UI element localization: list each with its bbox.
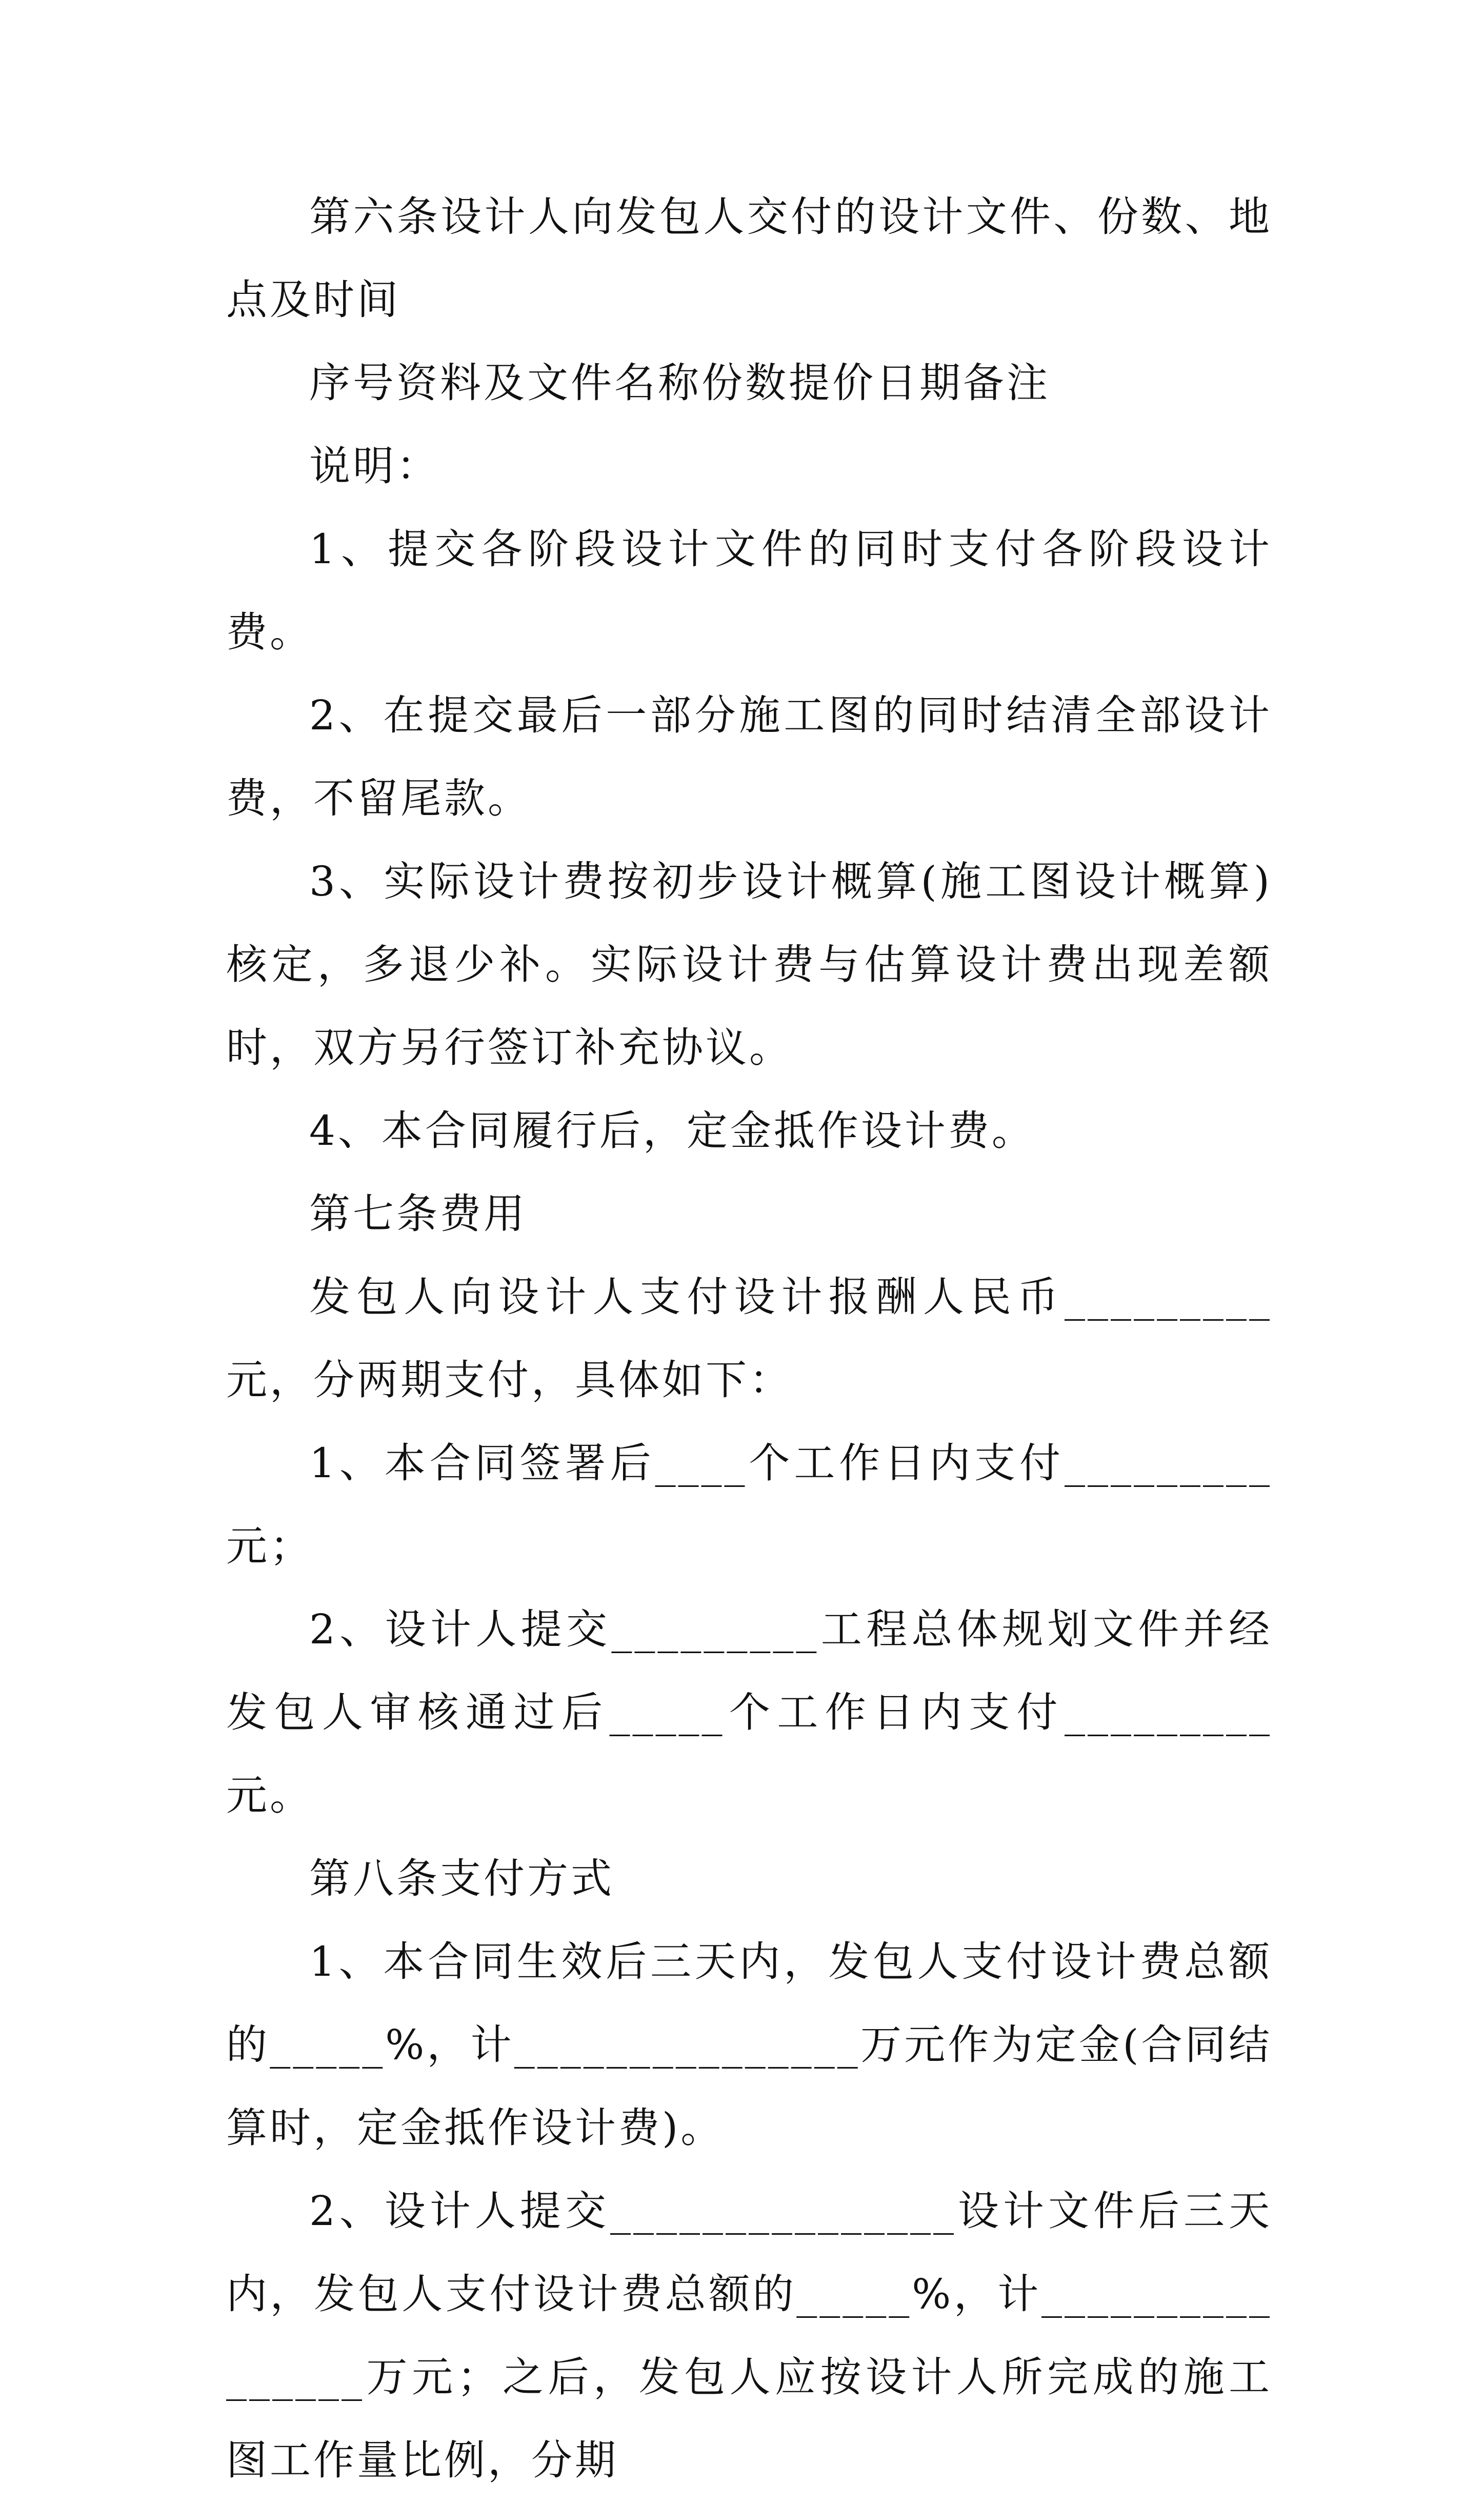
document-body <box>226 175 1272 2502</box>
fee-item-2: 2、设计人提交_________工程总体规划文件并经发包人审核通过后_____个工作日内支付_________元。 <box>226 1605 1272 1819</box>
note-item-4: 4、本合同履行后，定金抵作设计费。 <box>309 1107 1035 1155</box>
notes-label: 说明： <box>309 442 440 490</box>
fee-item-1: 1、本合同签署后____个工作日内支付_________元； <box>226 1439 1272 1570</box>
table-header-line: 序号资料及文件名称份数提价日期备注 <box>309 359 1050 407</box>
note-item-3: 3、实际设计费按初步设计概算(施工图设计概算)核定，多退少补。实际设计费与估算设计费出现差额时，双方另行签订补充协议。 <box>226 858 1272 1071</box>
article-6-heading: 第六条设计人向发包人交付的设计文件、份数、地点及时间 <box>226 193 1272 324</box>
payment-item-1: 1、本合同生效后三天内，发包人支付设计费总额的_____%，计_______________万元作为定金(合同结算时，定金抵作设计费)。 <box>226 1938 1272 2152</box>
payment-item-2: 2、设计人提交_______________设计文件后三天内，发包人支付设计费总额的_____%，计________________万元；之后，发包人应按设计人所完成的施工图工作量比例，分期 <box>226 2187 1272 2484</box>
article-8-heading: 第八条支付方式 <box>309 1855 614 1902</box>
note-item-2: 2、在提交最后一部分施工图的同时结清全部设计费，不留尾款。 <box>226 691 1272 822</box>
fee-paragraph: 发包人向设计人支付设计报酬人民币_________元，分两期支付，具体如下： <box>226 1273 1272 1404</box>
article-7-heading: 第七条费用 <box>309 1190 527 1238</box>
note-item-1: 1、提交各阶段设计文件的同时支付各阶段设计费。 <box>226 525 1272 656</box>
